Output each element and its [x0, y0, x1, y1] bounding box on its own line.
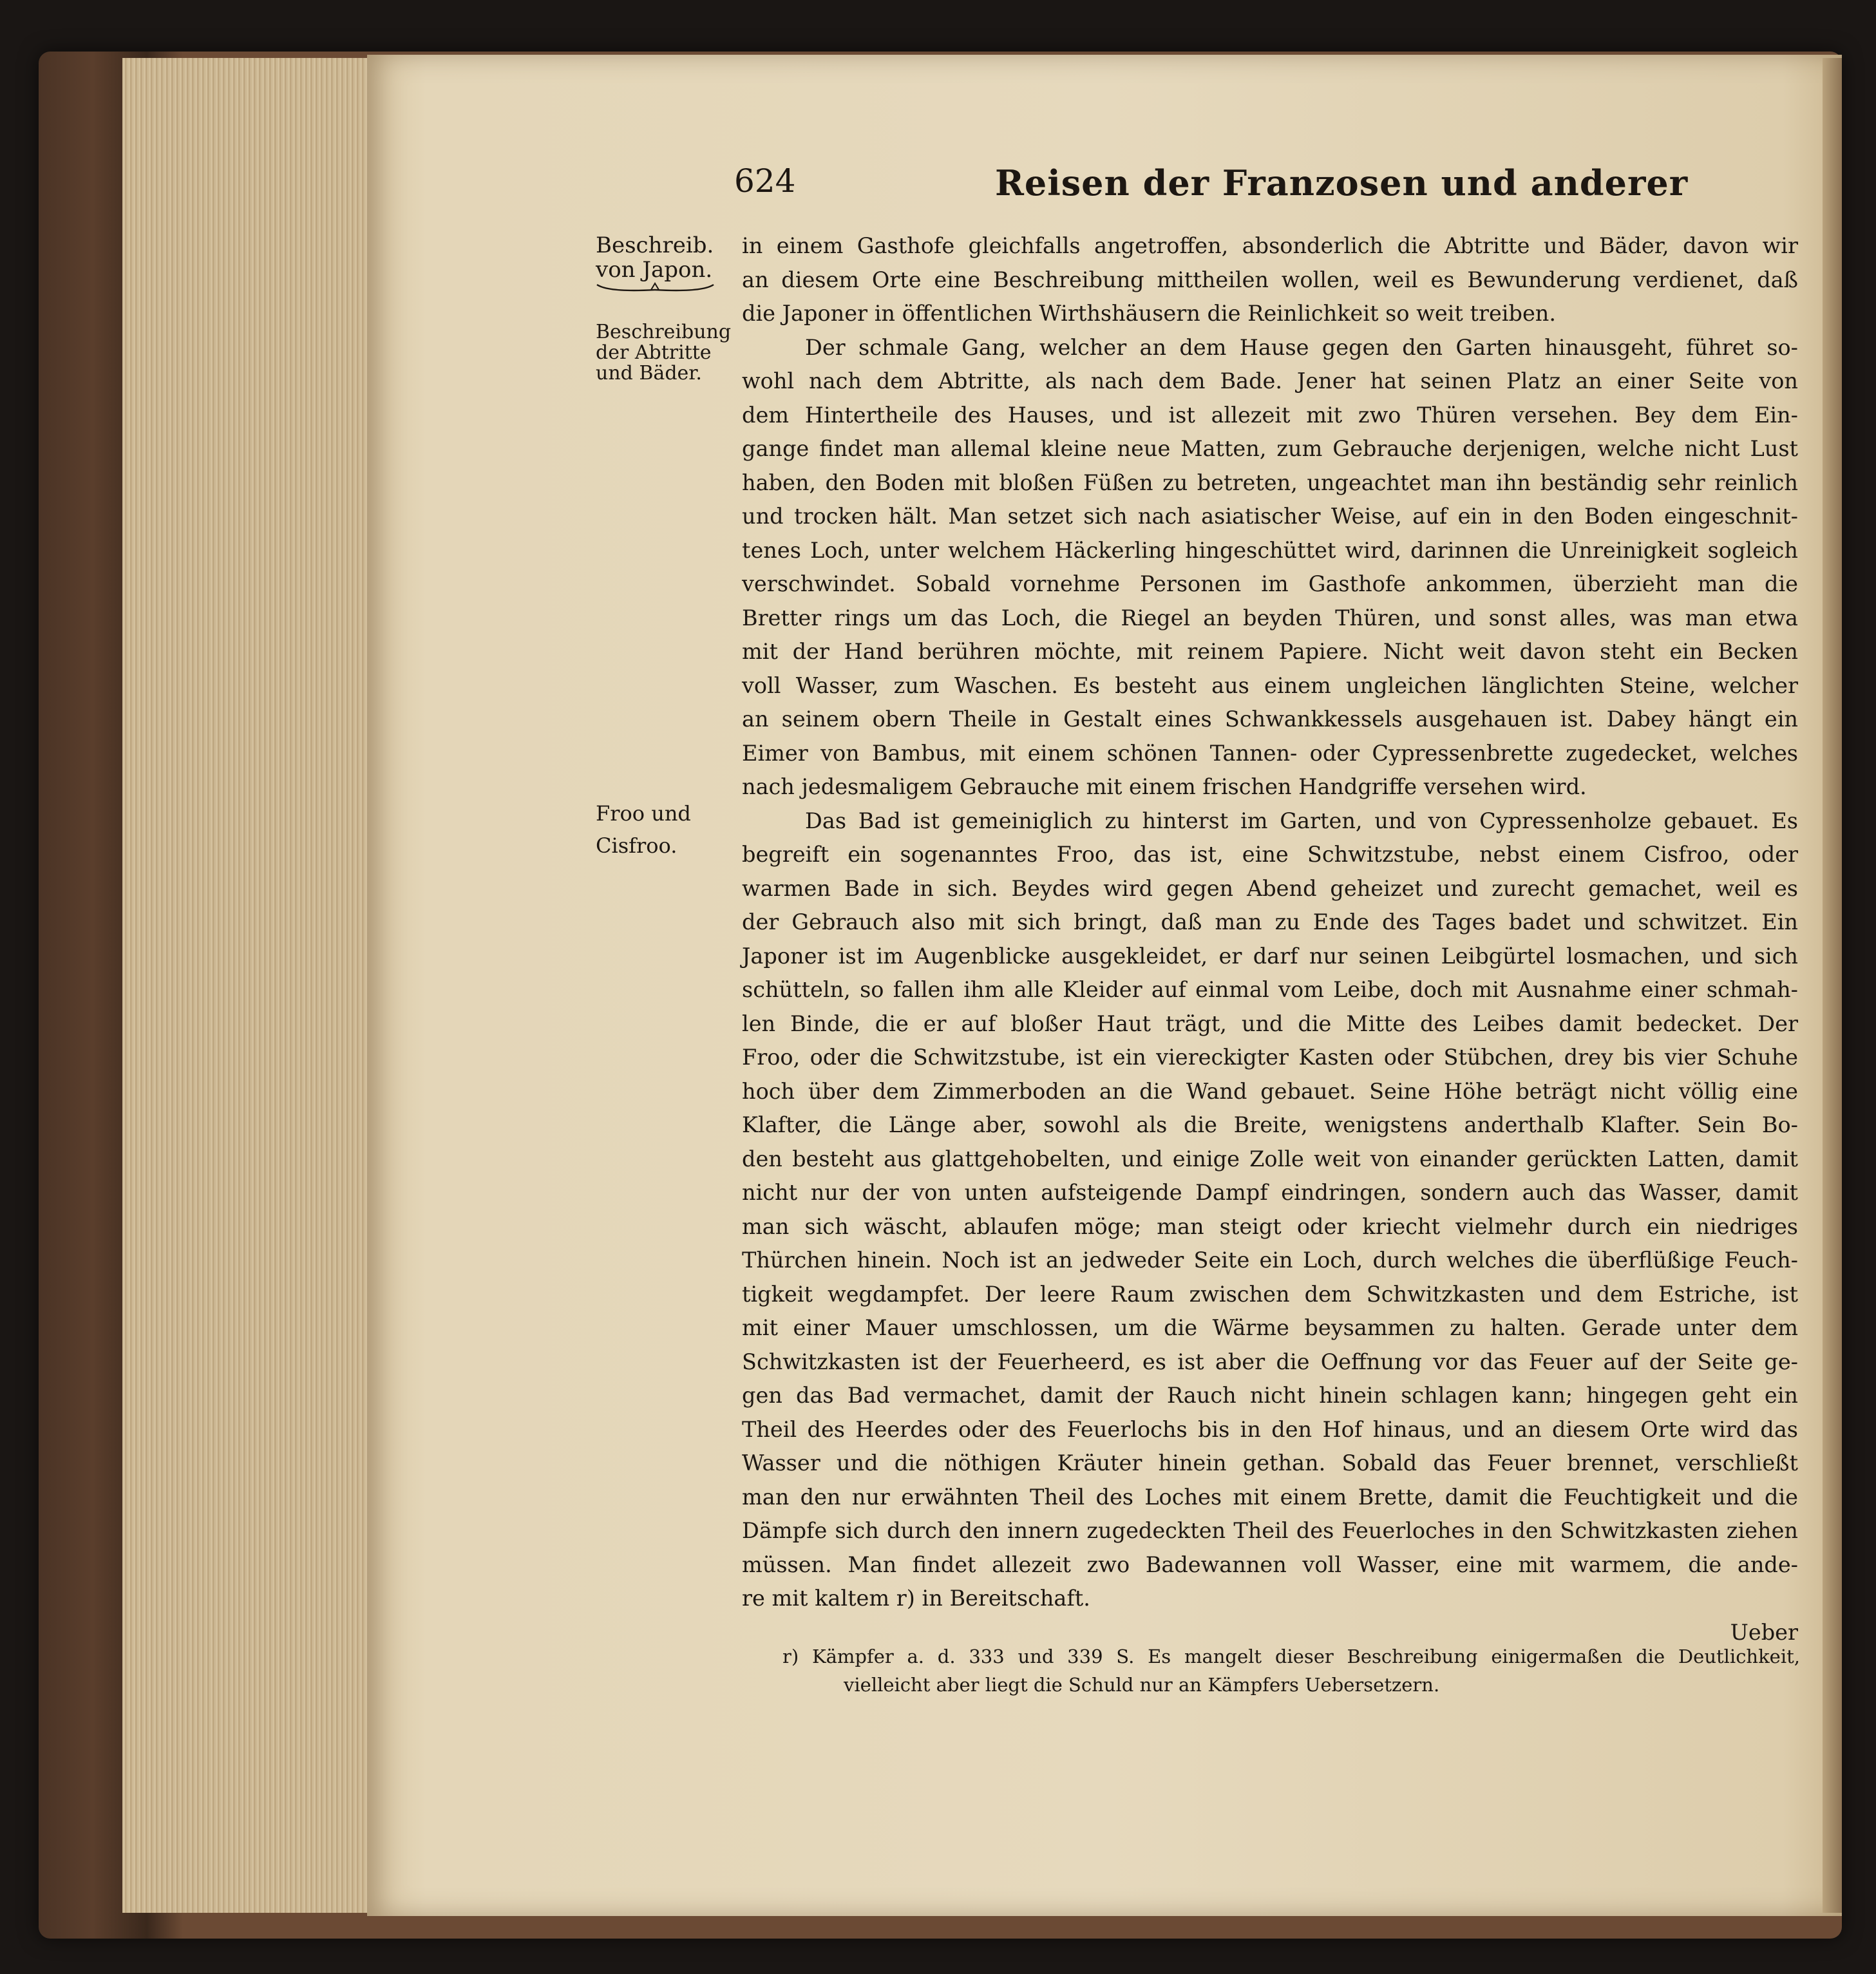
text-line: Wasser und die nöthigen Kräuter hinein gethan. Sobald das Feuer brennet, verschließt	[742, 1450, 1798, 1476]
margin-note-line: von Japon.	[596, 257, 713, 283]
text-line: Das Bad ist gemeiniglich zu hinterst im Garten, und von Cypressenholze gebauet. Es	[805, 808, 1798, 833]
running-title: Reisen der Franzosen und anderer	[995, 162, 1689, 204]
text-line: Der schmale Gang, welcher an dem Hause gegen den Garten hinausgeht, führet so-	[805, 334, 1798, 360]
margin-note-japon	[596, 233, 741, 294]
text-line: nicht nur der von unten aufsteigende Dampf eindringen, sondern auch das Wasser, damit	[742, 1180, 1798, 1205]
text-line: müssen. Man findet allezeit zwo Badewannen voll Wasser, eine mit warmem, die ande-	[742, 1552, 1798, 1577]
footnote-line: r) Kämpfer a. d. 333 und 339 S. Es mangelt dieser Beschreibung einigermaßen die Deutlichkeit,	[782, 1646, 1800, 1667]
text-line: tigkeit wegdampfet. Der leere Raum zwischen dem Schwitzkasten und dem Estriche, ist	[742, 1281, 1798, 1307]
text-line: len Binde, die er auf bloßer Haut trägt, und die Mitte des Leibes damit bedecket. Der	[742, 1011, 1798, 1036]
text-line: die Japoner in öffentlichen Wirthshäusern die Reinlichkeit so weit treiben.	[742, 301, 1557, 326]
text-line: man sich wäscht, ablaufen möge; man steigt oder kriecht vielmehr durch ein niedriges	[742, 1213, 1798, 1239]
text-line: begreift ein sogenanntes Froo, das ist, eine Schwitzstube, nebst einem Cisfroo, oder	[742, 842, 1798, 867]
text-line: haben, den Boden mit bloßen Füßen zu betreten, ungeachtet man ihn beständig sehr reinlich	[742, 470, 1798, 495]
text-line: Bretter rings um das Loch, die Riegel an beyden Thüren, und sonst alles, was man etwa	[742, 605, 1798, 631]
page-edges	[122, 58, 374, 1913]
margin-note-line: und Bäder.	[596, 362, 702, 384]
page-number: 624	[734, 162, 796, 200]
text-line: hoch über dem Zimmerboden an die Wand gebauet. Seine Höhe beträgt nicht völlig eine	[742, 1078, 1798, 1104]
text-line: Dämpfe sich durch den innern zugedeckten Theil des Feuerloches in den Schwitzkasten ziehen	[742, 1518, 1798, 1543]
page-header	[734, 162, 1803, 214]
text-line: und trocken hält. Man setzet sich nach asiatischer Weise, auf ein in den Boden eingeschnit-	[742, 504, 1798, 529]
text-line: Thürchen hinein. Noch ist an jedweder Seite ein Loch, durch welches die überflüßige Feuch-	[742, 1248, 1798, 1273]
margin-note-line: Cisfroo.	[596, 833, 677, 858]
text-line: den besteht aus glattgehobelten, und einige Zolle weit von einander gerückten Latten, damit	[742, 1146, 1798, 1172]
text-line: der Gebrauch also mit sich bringt, daß man zu Ende des Tages badet und schwitzet. Ein	[742, 909, 1798, 935]
text-line: wohl nach dem Abtritte, als nach dem Bade. Jener hat seinen Platz an einer Seite von	[742, 368, 1798, 394]
text-line: schütteln, so fallen ihm alle Kleider auf einmal vom Leibe, doch mit Ausnahme einer schmah-	[742, 977, 1798, 1002]
body-text	[742, 229, 1798, 1649]
footnote-line: vielleicht aber liegt die Schuld nur an Kämpfers Uebersetzern.	[844, 1674, 1440, 1696]
footnotes	[782, 1642, 1800, 1699]
text-line: gange findet man allemal kleine neue Matten, zum Gebrauche derjenigen, welche nicht Lust	[742, 436, 1798, 461]
text-line: an seinem obern Theile in Gestalt eines Schwankkessels ausgehauen ist. Dabey hängt ein	[742, 707, 1798, 732]
text-line: gen das Bad vermachet, damit der Rauch nicht hinein schlagen kann; hingegen geht ein	[742, 1383, 1798, 1408]
text-line: Eimer von Bambus, mit einem schönen Tannen- oder Cypressenbrette zugedecket, welches	[742, 740, 1798, 766]
text-line: mit der Hand berühren möchte, mit reinem Papiere. Nicht weit davon steht ein Becken	[742, 639, 1798, 664]
text-line: dem Hintertheile des Hauses, und ist allezeit mit zwo Thüren versehen. Bey dem Ein-	[742, 402, 1798, 428]
text-line: warmen Bade in sich. Beydes wird gegen Abend geheizet und zurecht gemachet, weil es	[742, 875, 1798, 901]
ornament-swash	[596, 282, 715, 294]
text-line: mit einer Mauer umschlossen, um die Wärme beysammen zu halten. Gerade unter dem	[742, 1315, 1798, 1340]
text-line: nach jedesmaligem Gebrauche mit einem frischen Handgriffe versehen wird.	[742, 774, 1587, 799]
text-line: Schwitzkasten ist der Feuerheerd, es ist aber die Oeffnung vor das Feuer auf der Seite ge-	[742, 1349, 1798, 1374]
margin-note-line: Beschreibung	[596, 321, 732, 343]
catchword: Ueber	[1730, 1619, 1798, 1645]
text-line: re mit kaltem r) in Bereitschaft.	[742, 1586, 1090, 1611]
margin-note-line: Beschreib.	[596, 233, 714, 258]
text-line: voll Wasser, zum Waschen. Es besteht aus einem ungleichen länglichten Steine, welcher	[742, 672, 1798, 698]
text-line: Theil des Heerdes oder des Feuerlochs bis in den Hof hinaus, und an diesem Orte wird das	[742, 1416, 1798, 1442]
page-gutter-right	[1823, 58, 1842, 1913]
text-line: in einem Gasthofe gleichfalls angetroffen, absonderlich die Abtritte und Bäder, davon wir	[742, 233, 1798, 258]
text-line: Froo, oder die Schwitzstube, ist ein viereckigter Kasten oder Stübchen, drey bis vier Schuhe	[742, 1045, 1798, 1070]
margin-note-abtritte	[596, 322, 741, 384]
text-line: tenes Loch, unter welchem Häckerling hingeschüttet wird, darinnen die Unreinigkeit sogleich	[742, 537, 1798, 563]
margin-note-line: Froo und	[596, 801, 691, 826]
text-line: Klafter, die Länge aber, sowohl als die Breite, wenigstens anderthalb Klafter. Sein Bo-	[742, 1112, 1798, 1137]
text-line: an diesem Orte eine Beschreibung mittheilen wollen, weil es Bewunderung verdienet, daß	[742, 267, 1798, 292]
text-line: verschwindet. Sobald vornehme Personen im Gasthofe ankommen, überzieht man die	[742, 571, 1798, 596]
text-line: Japoner ist im Augenblicke ausgekleidet, er darf nur seinen Leibgürtel losmachen, und sich	[742, 943, 1798, 969]
margin-note-line: der Abtritte	[596, 341, 712, 364]
margin-note-froo	[596, 797, 741, 862]
text-line: man den nur erwähnten Theil des Loches mit einem Brette, damit die Feuchtigkeit und die	[742, 1484, 1798, 1510]
